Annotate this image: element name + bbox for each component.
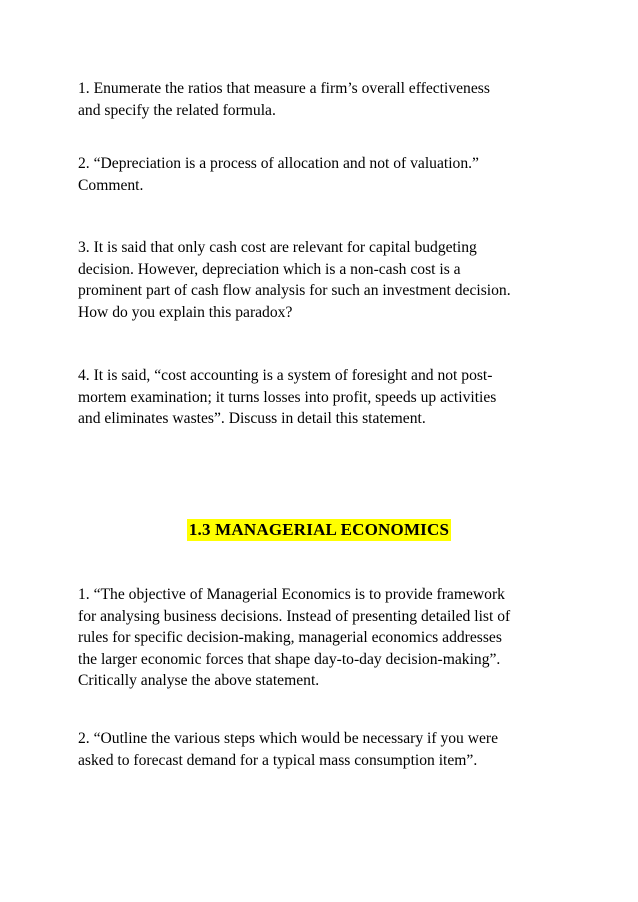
question-line: Critically analyse the above statement. [78,672,320,689]
question-1-firm-effectiveness-ratios [78,78,568,121]
question-line: and eliminates wastes”. Discuss in detail this statement. [78,410,426,427]
section-heading-managerial-economics: 1.3 MANAGERIAL ECONOMICS [188,520,450,539]
question-line: 1. Enumerate the ratios that measure a firm’s overall effectiveness [78,80,490,97]
question-line: and specify the related formula. [78,101,276,119]
question-line: decision. However, depreciation which is a non-cash cost is a [78,260,461,278]
question-line: 1. “The objective of Managerial Economics is to provide framework [78,586,505,603]
question-line: rules for specific decision-making, managerial economics addresses [78,629,502,646]
question-line: 2. “Depreciation is a process of allocation and not of valuation.” [78,155,479,172]
question-line: 4. It is said, “cost accounting is a system of foresight and not post- [78,367,493,384]
question-3-capital-budgeting-paradox [78,237,568,323]
question-2-depreciation [78,153,568,196]
question-line: Comment. [78,176,144,194]
question-line: asked to forecast demand for a typical mass consumption item”. [78,751,478,769]
question-line: mortem examination; it turns losses into profit, speeds up activities [78,388,497,406]
question-4-cost-accounting [78,365,568,430]
question-line: 3. It is said that only cash cost are relevant for capital budgeting [78,239,477,256]
question-line: How do you explain this paradox? [78,303,293,321]
section-heading-wrapper [0,519,638,541]
question-line: prominent part of cash flow analysis for such an investment decision. [78,282,511,299]
question-line: for analysing business decisions. Instead of presenting detailed list of [78,607,511,625]
question-2-demand-forecast [78,728,568,771]
question-line: the larger economic forces that shape day-to-day decision-making”. [78,650,501,668]
question-1-managerial-economics-objective [78,584,568,692]
question-line: 2. “Outline the various steps which would be necessary if you were [78,730,499,747]
